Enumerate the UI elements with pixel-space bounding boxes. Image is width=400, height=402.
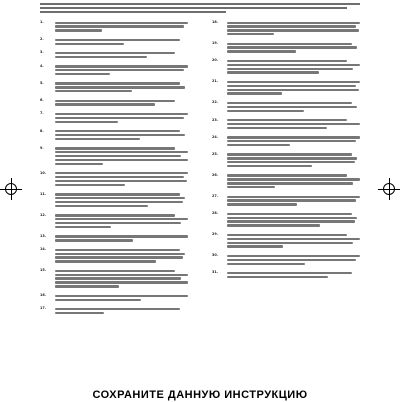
list-item [212, 118, 360, 131]
item-number: 29. [212, 232, 219, 237]
item-text-lines [55, 98, 188, 107]
item-number: 8. [40, 128, 44, 133]
item-number: 5. [40, 80, 44, 85]
text-line [55, 277, 181, 279]
list-item [212, 173, 360, 190]
item-number: 10. [40, 170, 47, 175]
text-line [55, 172, 188, 174]
text-line [55, 159, 188, 161]
text-line [227, 234, 347, 236]
text-line [55, 308, 180, 310]
text-line [227, 123, 360, 125]
text-line [227, 60, 347, 62]
text-line [227, 89, 359, 91]
text-line [55, 205, 148, 207]
text-line [55, 214, 175, 216]
item-text-lines [227, 253, 360, 266]
list-item [40, 171, 188, 188]
text-line [227, 203, 297, 205]
item-text-lines [227, 118, 360, 131]
item-number: 19. [212, 41, 219, 46]
text-line [55, 249, 180, 251]
item-text-lines [227, 79, 360, 96]
text-line [55, 86, 185, 88]
list-item [40, 98, 188, 107]
registration-mark-right [378, 178, 400, 200]
text-line [227, 46, 357, 48]
text-line [227, 68, 353, 70]
list-item [40, 111, 188, 124]
text-line [55, 285, 119, 287]
text-line [55, 25, 184, 27]
item-number: 22. [212, 100, 219, 105]
text-line [55, 56, 147, 58]
text-line [55, 151, 188, 153]
text-line [227, 259, 356, 261]
text-line [55, 138, 140, 140]
text-line [227, 81, 360, 83]
item-number: 11. [40, 191, 47, 196]
text-line [55, 29, 102, 31]
item-number: 27. [212, 194, 219, 198]
item-number: 21. [212, 79, 219, 84]
item-text-lines [227, 100, 360, 113]
text-line [55, 239, 133, 241]
item-number: 18. [212, 20, 219, 24]
footer-title: СОХРАНИТЕ ДАННУЮ ИНСТРУКЦИЮ [92, 389, 308, 401]
text-line [55, 147, 175, 149]
item-text-lines [227, 58, 360, 75]
item-number: 9. [40, 145, 44, 150]
text-line [55, 176, 184, 178]
item-number: 24. [212, 134, 219, 139]
text-line [227, 224, 320, 226]
item-text-lines [227, 135, 360, 148]
item-text-lines [227, 194, 360, 207]
item-number: 28. [212, 211, 219, 216]
text-line [55, 22, 188, 24]
left-column [40, 20, 188, 388]
item-text-lines [55, 129, 188, 142]
item-number: 31. [212, 270, 219, 275]
list-item [40, 192, 188, 209]
text-line [227, 174, 347, 176]
text-line [55, 193, 180, 195]
text-line [227, 199, 356, 201]
item-number: 23. [212, 117, 219, 122]
text-line [227, 220, 355, 222]
text-line [227, 157, 357, 159]
right-column [212, 20, 360, 388]
text-line [227, 165, 312, 167]
text-line [55, 103, 155, 105]
text-line [55, 100, 175, 102]
list-item [40, 20, 188, 33]
text-line [227, 196, 360, 198]
item-number: 14. [40, 247, 47, 252]
item-number: 17. [40, 306, 47, 311]
list-item [40, 268, 188, 289]
text-line [227, 272, 352, 274]
text-line [227, 182, 353, 184]
text-line [227, 161, 355, 163]
list-item [212, 58, 360, 75]
text-line [227, 186, 275, 188]
item-number: 26. [212, 172, 219, 177]
item-text-lines [227, 232, 360, 249]
list-item [212, 79, 360, 96]
text-line [55, 312, 104, 314]
list-item [212, 41, 360, 54]
text-line [55, 82, 180, 84]
item-text-lines [227, 173, 360, 190]
text-line [227, 276, 328, 278]
list-item [40, 213, 188, 230]
item-text-lines [227, 270, 360, 279]
item-number: 7. [40, 111, 44, 116]
list-item [40, 129, 188, 142]
list-item [212, 194, 360, 207]
text-line [227, 71, 319, 73]
text-line [55, 117, 184, 119]
text-line [55, 90, 132, 92]
item-text-lines [55, 306, 188, 315]
text-line [227, 144, 290, 146]
text-line [227, 127, 327, 129]
text-line [227, 102, 352, 104]
text-line [227, 119, 347, 121]
text-line [55, 121, 118, 123]
item-number: 20. [212, 58, 219, 63]
item-text-lines [55, 213, 188, 230]
text-line [55, 222, 181, 224]
list-item [40, 81, 188, 94]
text-line [227, 106, 357, 108]
text-line [55, 113, 188, 115]
text-line [227, 245, 283, 247]
text-line [55, 274, 188, 276]
item-text-lines [55, 50, 188, 59]
item-number: 1. [40, 20, 44, 24]
text-line [55, 130, 180, 132]
list-item [212, 270, 360, 279]
text-line [227, 140, 356, 142]
list-item [40, 64, 188, 77]
text-line [55, 260, 156, 262]
item-text-lines [55, 192, 188, 209]
item-text-lines [55, 37, 188, 46]
text-line [55, 180, 187, 182]
item-text-lines [55, 171, 188, 188]
text-line [55, 270, 175, 272]
text-line [55, 134, 185, 136]
text-line [227, 242, 353, 244]
registration-mark-left [0, 178, 22, 200]
text-line [55, 201, 183, 203]
item-number: 3. [40, 50, 44, 55]
list-item [40, 234, 188, 243]
text-line [55, 218, 188, 220]
item-text-lines [55, 111, 188, 124]
list-item [212, 100, 360, 113]
text-line [227, 213, 352, 215]
text-line [227, 255, 360, 257]
text-line [55, 256, 183, 258]
list-item [212, 232, 360, 249]
list-item [40, 293, 188, 302]
text-line [55, 52, 175, 54]
text-line [227, 238, 360, 240]
item-text-lines [55, 146, 188, 167]
text-line [227, 25, 356, 27]
text-line [55, 155, 181, 157]
item-number: 25. [212, 151, 219, 156]
text-line [227, 92, 282, 94]
item-text-lines [55, 293, 188, 302]
list-item [40, 247, 188, 264]
text-line [55, 184, 125, 186]
item-number: 12. [40, 212, 47, 217]
text-line [55, 299, 141, 301]
text-line [55, 65, 188, 67]
text-line [55, 226, 111, 228]
text-line [227, 64, 360, 66]
list-item [212, 152, 360, 169]
item-text-lines [227, 211, 360, 228]
text-line [55, 295, 188, 297]
item-text-lines [227, 41, 360, 54]
item-text-lines [55, 247, 188, 264]
text-line [227, 85, 356, 87]
list-item [212, 211, 360, 228]
item-text-lines [227, 20, 360, 37]
text-line [227, 29, 359, 31]
item-number: 4. [40, 63, 44, 68]
text-line [227, 43, 352, 45]
item-number: 16. [40, 293, 47, 298]
list-item [212, 20, 360, 37]
item-number: 15. [40, 268, 47, 273]
list-item [40, 146, 188, 167]
item-text-lines [55, 81, 188, 94]
list-item [212, 253, 360, 266]
text-line [55, 253, 185, 255]
item-number: 13. [40, 233, 47, 238]
text-line [227, 217, 357, 219]
item-text-lines [55, 268, 188, 289]
list-item [40, 50, 188, 59]
text-line [55, 235, 188, 237]
list-item [40, 306, 188, 315]
list-item [212, 135, 360, 148]
text-line [227, 178, 360, 180]
text-line [227, 33, 274, 35]
list-item [40, 37, 188, 46]
text-line [55, 197, 185, 199]
text-line [55, 39, 180, 41]
header-text-block [40, 2, 360, 18]
item-number: 6. [40, 98, 44, 103]
text-line [55, 69, 184, 71]
text-line [55, 163, 103, 165]
text-line [227, 263, 305, 265]
text-line [227, 153, 352, 155]
item-text-lines [55, 20, 188, 33]
text-line [227, 136, 360, 138]
text-line [55, 281, 188, 283]
text-line [227, 22, 360, 24]
item-number: 30. [212, 253, 219, 258]
item-number: 2. [40, 37, 44, 42]
item-text-lines [55, 234, 188, 243]
text-line [227, 110, 304, 112]
text-line [55, 73, 110, 75]
text-line [55, 43, 124, 45]
item-text-lines [55, 64, 188, 77]
item-text-lines [227, 152, 360, 169]
text-line [227, 50, 296, 52]
